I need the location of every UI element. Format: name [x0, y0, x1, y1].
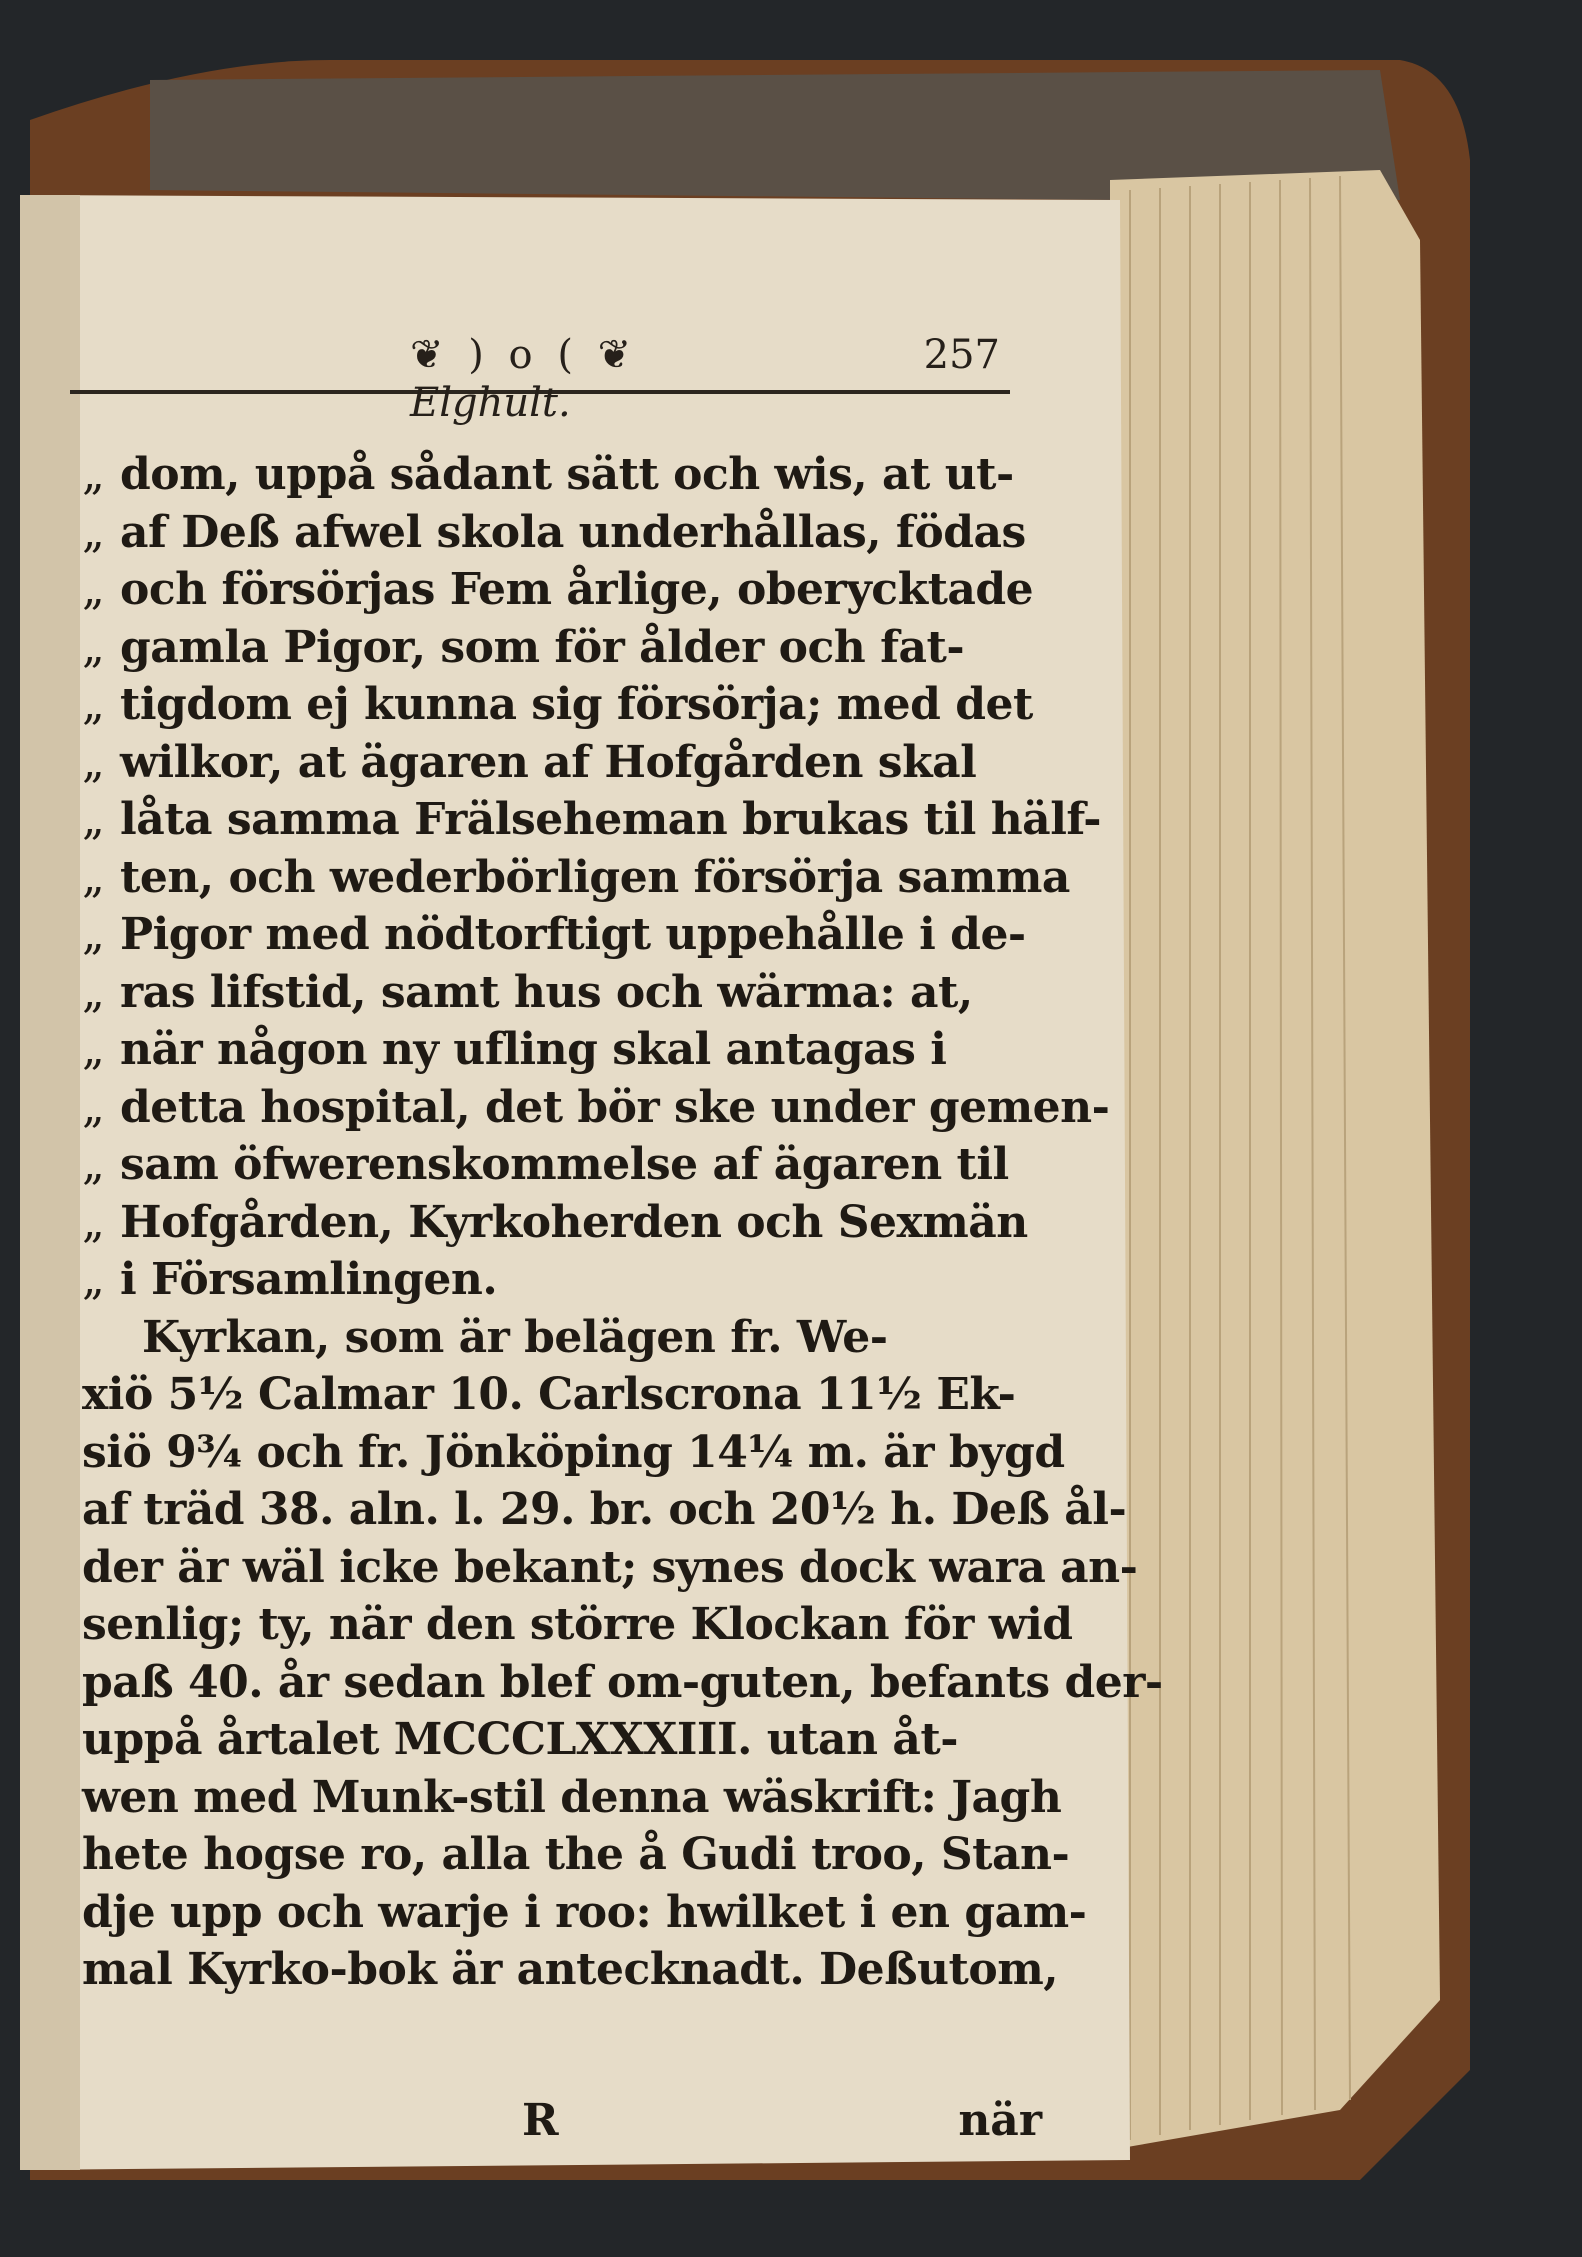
quote-mark: „ [82, 1024, 105, 1075]
quote-mark: „ [82, 794, 105, 845]
text-line [82, 1539, 1138, 1597]
text-line [82, 1136, 1042, 1194]
page-footer [82, 2095, 1042, 2155]
signature-mark: R [522, 2095, 559, 2146]
line-text: låta samma Frälseheman brukas til hälf- [120, 794, 1102, 845]
line-text: der är wäl icke bekant; synes dock wara an- [82, 1541, 1138, 1593]
book-page [20, 190, 1163, 2190]
line-text: ras lifstid, samt hus och wärma: at, [120, 966, 973, 1018]
text-line [82, 561, 1042, 619]
line-text: af Deß afwel skola underhållas, födas [120, 506, 1026, 558]
line-text: hete hogse ro, alla the å Gudi troo, Stan- [82, 1829, 1070, 1880]
line-text: uppå årtalet MCCCLXXXIII. utan åt- [82, 1714, 958, 1765]
quote-mark: „ [82, 909, 105, 960]
line-text: wen med Munk-stil denna wäskrift: Jagh [82, 1771, 1062, 1823]
text-line [82, 619, 1042, 677]
text-line [82, 1769, 1062, 1827]
quote-mark: „ [82, 1139, 105, 1190]
catchword: när [958, 2095, 1042, 2146]
text-line [82, 734, 1042, 792]
line-text: tigdom ej kunna sig försörja; med det [120, 679, 1033, 730]
text-line [82, 504, 1042, 562]
text-line [82, 849, 1070, 907]
line-text: wilkor, at ägaren af Hofgården skal [120, 736, 977, 788]
line-text: dom, uppå sådant sätt och wis, at ut- [120, 449, 1014, 500]
text-line [82, 676, 1042, 734]
line-text: siö 9¾ och fr. Jönköping 14¼ m. är bygd [82, 1426, 1065, 1478]
line-text: paß 40. år sedan blef om-guten, befants der- [82, 1656, 1163, 1708]
line-text: xiö 5½ Calmar 10. Carlscrona 11½ Ek- [82, 1369, 1016, 1420]
line-text: senlig; ty, när den större Klockan för wid [82, 1599, 1073, 1650]
quote-mark: „ [82, 1254, 105, 1305]
line-text: Kyrkan, som är belägen fr. We- [142, 1311, 888, 1363]
text-line [82, 1596, 1073, 1654]
text-line [82, 1021, 1042, 1079]
line-text: Pigor med nödtorftigt uppehålle i de- [120, 909, 1026, 960]
line-text: sam öfwerenskommelse af ägaren til [120, 1139, 1009, 1190]
text-line [82, 1481, 1127, 1539]
text-line [82, 446, 1042, 504]
text-line [82, 1654, 1163, 1712]
quote-mark: „ [82, 506, 105, 558]
quote-mark: „ [82, 1196, 105, 1248]
text-line [82, 1251, 1042, 1309]
text-line [82, 1366, 1042, 1424]
quote-mark: „ [82, 564, 105, 615]
quote-mark: „ [82, 851, 105, 903]
quote-mark: „ [82, 736, 105, 788]
page-number: 257 [923, 332, 1000, 378]
text-line [82, 1194, 1042, 1252]
line-text: dje upp och warje i roo: hwilket i en gam- [82, 1886, 1087, 1938]
quote-mark: „ [82, 679, 105, 730]
line-text: i Församlingen. [120, 1254, 498, 1305]
quote-mark: „ [82, 449, 105, 500]
text-line [82, 1884, 1087, 1942]
quote-mark: „ [82, 621, 105, 673]
text-line [82, 791, 1102, 849]
quote-mark: „ [82, 1081, 105, 1133]
line-text: Hofgården, Kyrkoherden och Sexmän [120, 1196, 1028, 1248]
line-text: och försörjas Fem årlige, oberycktade [120, 564, 1034, 615]
running-title: Elghult. [410, 380, 571, 426]
line-text: gamla Pigor, som för ålder och fat- [120, 621, 965, 673]
text-line [82, 1079, 1110, 1137]
line-text: när någon ny ufling skal antagas i [120, 1024, 947, 1075]
text-line [82, 1941, 1059, 1999]
line-text: mal Kyrko-bok är antecknadt. Deßutom, [82, 1944, 1059, 1995]
text-body [82, 446, 1163, 1999]
text-line [82, 1424, 1065, 1482]
text-line [82, 906, 1042, 964]
line-text: detta hospital, det bör ske under gemen- [120, 1081, 1110, 1133]
header-ornament: ❦ ) o ( ❦ [410, 332, 638, 378]
text-line [82, 964, 1042, 1022]
text-line [82, 1711, 1042, 1769]
text-line [82, 1826, 1070, 1884]
quote-mark: „ [82, 966, 105, 1018]
text-line [82, 1309, 1042, 1367]
line-text: ten, och wederbörligen försörja samma [120, 851, 1070, 903]
line-text: af träd 38. aln. l. 29. br. och 20½ h. Deß ål- [82, 1484, 1127, 1535]
